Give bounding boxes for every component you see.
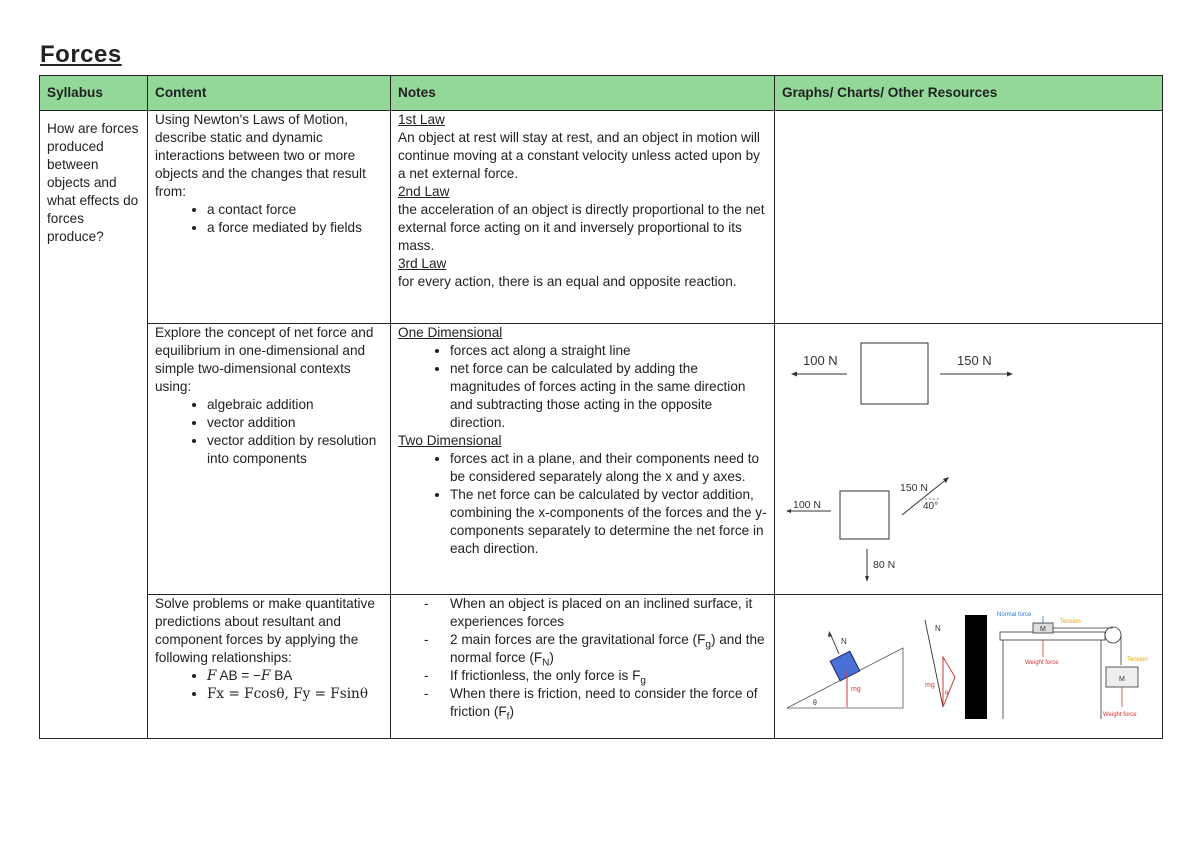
content-intro: Solve problems or make quantitative predictions about resultant and component forces by applying the following relationships: [155,596,375,665]
header-resources: Graphs/ Charts/ Other Resources [775,76,1163,111]
content-intro: Explore the concept of net force and equilibrium in one-dimensional and simple two-dimensional contexts using: [155,325,374,394]
table-row [40,324,1163,595]
notes-cell [391,324,775,595]
mass-label: M [1119,676,1125,683]
note-text: ) [509,704,514,719]
law2-text: the acceleration of an object is directly proportional to the net external force acting on it and inversely proportional to its mass. [398,202,765,253]
note-text: When there is friction, need to consider the force of friction (F [450,686,758,719]
list-item: • net force can be calculated by adding the magnitudes of forces acting in the same direction and subtracting those acting in the opposite direction. [450,360,767,432]
syllabus-cell [40,111,148,739]
theta-label: θ [813,700,817,707]
law1-title: 1st Law [398,112,445,127]
page-title: Forces [40,41,122,68]
notes-cell [391,111,775,324]
content-intro: Using Newton's Laws of Motion, describe static and dynamic interactions between two or more objects and the changes that result from: [155,112,366,199]
list-item: • vector addition [207,414,383,432]
table-row [40,595,1163,739]
force-triangle [943,657,955,707]
note-text: 2 main forces are the gravitational force (F [450,632,706,647]
mg-label: mg [925,682,935,689]
mass-label: M [1040,626,1046,633]
list-item [398,667,767,685]
normal-arrowhead [828,631,832,637]
subscript: f [506,711,510,723]
resources-cell [775,111,1163,324]
table-row [40,111,1163,324]
content-list [155,201,383,237]
left-force-label: 100 N [793,499,822,511]
header-content: Content [148,76,391,111]
equation-list [155,667,383,703]
subscript: N [542,657,550,669]
list-item: • a force mediated by fields [207,219,383,237]
law1-text: An object at rest will stay at rest, and an object in motion will continue moving at a constant velocity unless acted upon by a net external force. [398,130,760,181]
block [840,491,889,539]
right-arrowhead [1007,372,1013,377]
notes-cell [391,595,775,739]
content-cell [148,324,391,595]
incline-diagrams [775,595,1161,736]
note-text: ) and the normal force (F [450,632,765,665]
equation-item [207,685,383,703]
forces-table [39,75,1163,739]
pulley-wheel [1105,627,1121,643]
normal-component [925,620,943,707]
down-arrowhead [865,576,869,582]
equation-item [207,667,383,685]
list-item: - When an object is placed on an inclined surface, it experiences forces [398,595,767,631]
incline-diagram [787,631,903,708]
list-item: • forces act in a plane, and their components need to be considered separately along the x and y axes. [450,450,767,486]
resources-cell [775,595,1163,739]
two-dim-list [398,450,767,558]
normal-label: N [841,637,847,646]
down-force-label: 80 N [873,559,896,571]
right-force-label: 150 N [957,353,992,368]
law2-title: 2nd Law [398,184,450,199]
angled-arrowhead [943,477,949,483]
left-arrowhead [786,509,791,513]
block [861,343,928,404]
divider-bar [965,615,987,719]
content-cell [148,111,391,324]
incline-block [830,651,860,681]
content-list [155,396,383,468]
syllabus-question: How are forces produced between objects and what effects do forces produce? [47,121,139,244]
resources-cell [775,324,1163,595]
list-item: • forces act along a straight line [450,342,767,360]
normal-label: N [935,624,941,633]
one-dim-diagram [791,343,1013,404]
pulley-diagram [997,612,1148,719]
theta-label: θ [945,691,949,697]
vector-triangle [925,620,955,707]
eq-symbol: F [207,668,217,684]
weight-force-label: Weight force [1025,660,1059,666]
header-syllabus: Syllabus [40,76,148,111]
incline-notes [398,595,767,721]
eq-text: BA [270,668,293,683]
note-text: If frictionless, the only force is F [450,668,641,683]
eq-text: AB = − [216,668,262,683]
angled-force-label: 150 N [900,482,929,494]
weight-force-label: Weight force [1103,712,1137,718]
left-force-label: 100 N [803,353,838,368]
list-item [398,631,767,667]
one-dim-list [398,342,767,432]
two-dim-diagram [786,477,949,582]
header-notes: Notes [391,76,775,111]
list-item: • algebraic addition [207,396,383,414]
one-dim-title: One Dimensional [398,325,503,340]
list-item: • vector addition by resolution into components [207,432,383,468]
list-item: • a contact force [207,201,383,219]
tension-label: Tension [1060,619,1081,625]
normal-force-label: Normal force [997,612,1032,618]
two-dim-title: Two Dimensional [398,433,502,448]
angle-label: 40° [923,501,939,512]
content-cell [148,595,391,739]
mg-label: mg [851,686,861,693]
list-item: • The net force can be calculated by vector addition, combining the x-components of the forces and the y-components separately to determine the net force in each direction. [450,486,767,558]
law3-title: 3rd Law [398,256,447,271]
note-text: ) [549,650,554,665]
list-item [398,685,767,721]
subscript: g [640,675,646,687]
force-diagrams [775,324,1161,592]
law3-text: for every action, there is an equal and opposite reaction. [398,274,737,289]
subscript: g [705,639,711,651]
eq-text: Fx = Fcosθ, Fy = Fsinθ [207,686,369,702]
tension-label: Tension [1127,657,1148,663]
header-row [40,76,1163,111]
left-arrowhead [791,372,797,377]
eq-symbol: F [261,668,271,684]
